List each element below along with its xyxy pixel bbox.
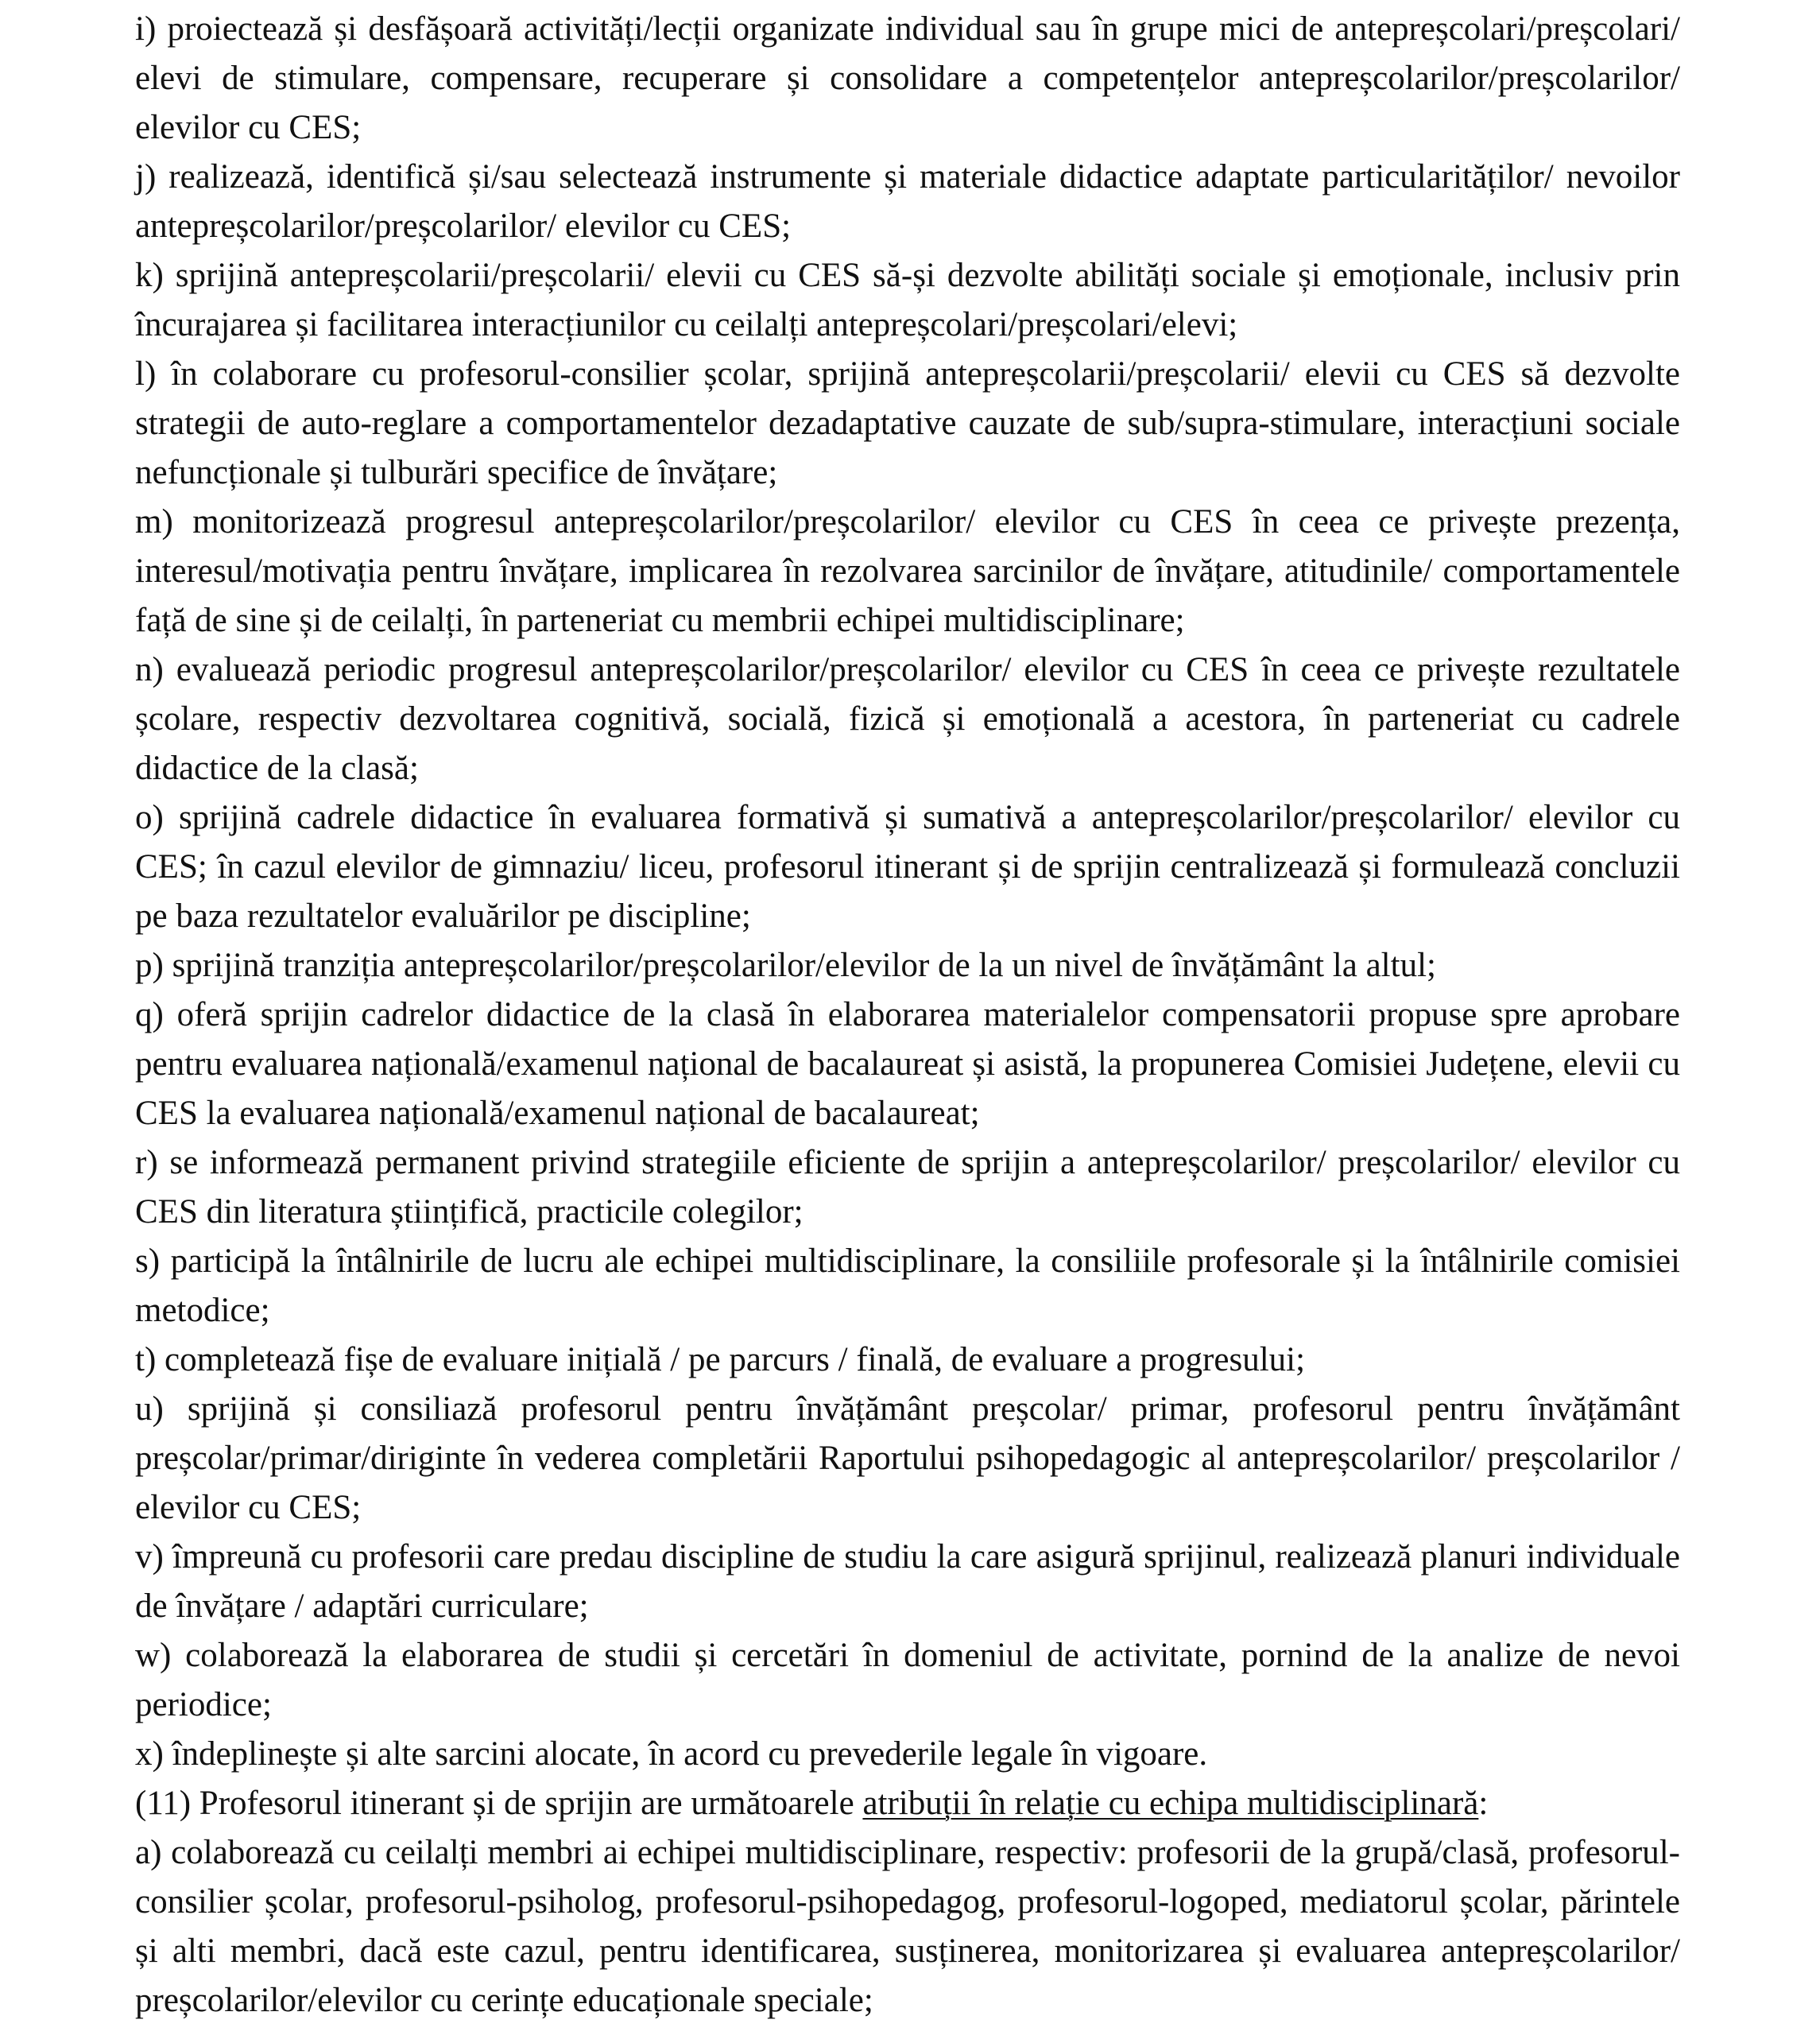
list-item-m: m) monitorizează progresul antepreșcolarilor/preșcolarilor/ elevilor cu CES în ceea ce privește prezența, interesul/motivația pentru învățare, implicarea în rezolvarea sarcinilor de învățare, atitudinile/ comportamentele față de sine și de ceilalți, în parteneriat cu membrii echipei multidisciplinare;	[135, 503, 1680, 639]
list-item-s: s) participă la întâlnirile de lucru ale echipei multidisciplinare, la consiliile profesorale și la întâlnirile comisiei metodice;	[135, 1242, 1680, 1329]
section-11-underlined: atribuții în relație cu echipa multidisciplinară	[862, 1785, 1479, 1822]
section-11-item-a: a) colaborează cu ceilalți membri ai echipei multidisciplinare, respectiv: profesorii de la grupă/clasă, profesorul-consilier școlar, profesorul-psiholog, profesorul-psihopedagog, profesorul-logoped, mediatorul școlar, părintele și alti membri, dacă este cazul, pentru identificarea, susținerea, monitorizarea și evaluarea antepreșcolarilor/ preșcolarilor/elevilor cu cerințe educaționale speciale;	[135, 1834, 1680, 2019]
section-11-heading	[135, 1779, 1680, 1828]
list-item-p: p) sprijină tranziția antepreșcolarilor/preșcolarilor/elevilor de la un nivel de învățământ la altul;	[135, 947, 1436, 984]
list-item-w: w) colaborează la elaborarea de studii și cercetări în domeniul de activitate, pornind de la analize de nevoi periodice;	[135, 1637, 1680, 1723]
list-item-k: k) sprijină antepreșcolarii/preșcolarii/ elevii cu CES să-și dezvolte abilități sociale și emoționale, inclusiv prin încurajarea și facilitarea interacțiunilor cu ceilalți antepreșcolari/preșcolari/elevi;	[135, 257, 1680, 343]
list-item-j: j) realizează, identifică și/sau selectează instrumente și materiale didactice adaptate particularităților/ nevoilor antepreșcolarilor/preșcolarilor/ elevilor cu CES;	[135, 158, 1680, 245]
list-item-t: t) completează fișe de evaluare inițială / pe parcurs / finală, de evaluare a progresului;	[135, 1341, 1306, 1378]
list-item-i: i) proiectează și desfășoară activități/lecții organizate individual sau în grupe mici de antepreșcolari/preșcolari/ elevi de stimulare, compensare, recuperare și consolidare a competențelor antepreșcolarilor/preșcolarilor/ elevilor cu CES;	[135, 10, 1680, 146]
section-11-prefix: (11) Profesorul itinerant și de sprijin are următoarele	[135, 1785, 863, 1822]
list-item-n: n) evaluează periodic progresul antepreșcolarilor/preșcolarilor/ elevilor cu CES în ceea ce privește rezultatele școlare, respectiv dezvoltarea cognitivă, socială, fizică și emoțională a acestora, în parteneriat cu cadrele didactice de la clasă;	[135, 651, 1680, 787]
list-item-r: r) se informează permanent privind strategiile eficiente de sprijin a antepreșcolarilor/ preșcolarilor/ elevilor cu CES din literatura științifică, practicile colegilor;	[135, 1144, 1680, 1231]
list-item-o: o) sprijină cadrele didactice în evaluarea formativă și sumativă a antepreșcolarilor/preșcolarilor/ elevilor cu CES; în cazul elevilor de gimnaziu/ liceu, profesorul itinerant și de sprijin centralizează și formulează concluzii pe baza rezultatelor evaluărilor pe discipline;	[135, 799, 1680, 935]
list-item-q: q) oferă sprijin cadrelor didactice de la clasă în elaborarea materialelor compensatorii propuse spre aprobare pentru evaluarea națională/examenul național de bacalaureat și asistă, la propunerea Comisiei Județene, elevii cu CES la evaluarea națională/examenul național de bacalaureat;	[135, 996, 1680, 1132]
list-item-v: v) împreună cu profesorii care predau discipline de studiu la care asigură sprijinul, realizează planuri individuale de învățare / adaptări curriculare;	[135, 1538, 1680, 1625]
section-11-suffix: :	[1478, 1785, 1489, 1822]
list-item-l: l) în colaborare cu profesorul-consilier școlar, sprijină antepreșcolarii/preșcolarii/ elevii cu CES să dezvolte strategii de auto-reglare a comportamentelor dezadaptative cauzate de sub/supra-stimulare, interacțiuni sociale nefuncționale și tulburări specifice de învățare;	[135, 355, 1680, 491]
list-item-x: x) îndeplinește și alte sarcini alocate, în acord cu prevederile legale în vigoare.	[135, 1735, 1208, 1773]
list-item-u: u) sprijină și consiliază profesorul pentru învățământ preșcolar/ primar, profesorul pentru învățământ preșcolar/primar/diriginte în vederea completării Raportului psihopedagogic al antepreșcolarilor/ preșcolarilor / elevilor cu CES;	[135, 1390, 1680, 1526]
document-page	[135, 5, 1680, 2025]
